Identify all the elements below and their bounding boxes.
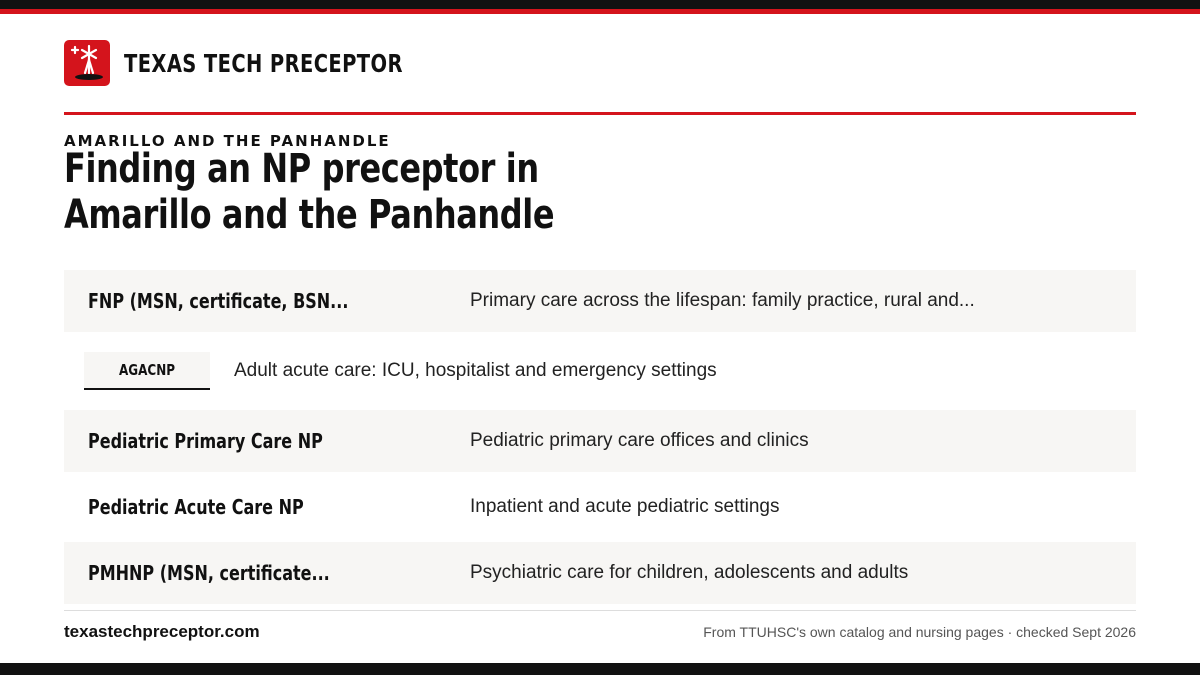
page-eyebrow: AMARILLO AND THE PANHANDLE	[64, 132, 391, 150]
footer-divider	[64, 610, 1136, 611]
bottom-bar	[0, 663, 1200, 675]
program-label: PMHNP (MSN, certificate...	[88, 561, 330, 585]
program-label: Pediatric Primary Care NP	[88, 429, 323, 453]
program-description: Pediatric primary care offices and clinics	[470, 430, 809, 451]
program-list	[64, 270, 1136, 604]
header-divider	[64, 112, 1136, 115]
brand-name: TEXAS TECH PRECEPTOR	[124, 48, 403, 78]
program-row-fnp[interactable]	[64, 270, 1136, 332]
program-description: Adult acute care: ICU, hospitalist and emergency settings	[234, 360, 717, 381]
program-row-pediatric-primary[interactable]	[64, 410, 1136, 472]
windmill-icon	[64, 40, 110, 86]
source-note: From TTUHSC's own catalog and nursing pages · checked Sept 2026	[703, 624, 1136, 640]
top-accent-stripe	[0, 9, 1200, 14]
site-link[interactable]: texastechpreceptor.com	[64, 622, 260, 641]
brand-header[interactable]	[64, 40, 482, 86]
program-description: Primary care across the lifespan: family practice, rural and...	[470, 290, 975, 311]
page-title: Finding an NP preceptor in Amarillo and the Panhandle	[64, 146, 555, 238]
program-description: Psychiatric care for children, adolescents and adults	[470, 562, 909, 583]
program-row-pediatric-acute[interactable]	[64, 472, 1136, 542]
program-row-agacnp[interactable]	[64, 332, 1136, 410]
program-label: FNP (MSN, certificate, BSN...	[88, 289, 349, 313]
program-description: Inpatient and acute pediatric settings	[470, 496, 780, 517]
program-label: AGACNP	[118, 361, 176, 379]
program-label: Pediatric Acute Care NP	[88, 495, 304, 519]
program-tab-selected[interactable]	[84, 352, 210, 390]
program-row-pmhnp[interactable]	[64, 542, 1136, 604]
